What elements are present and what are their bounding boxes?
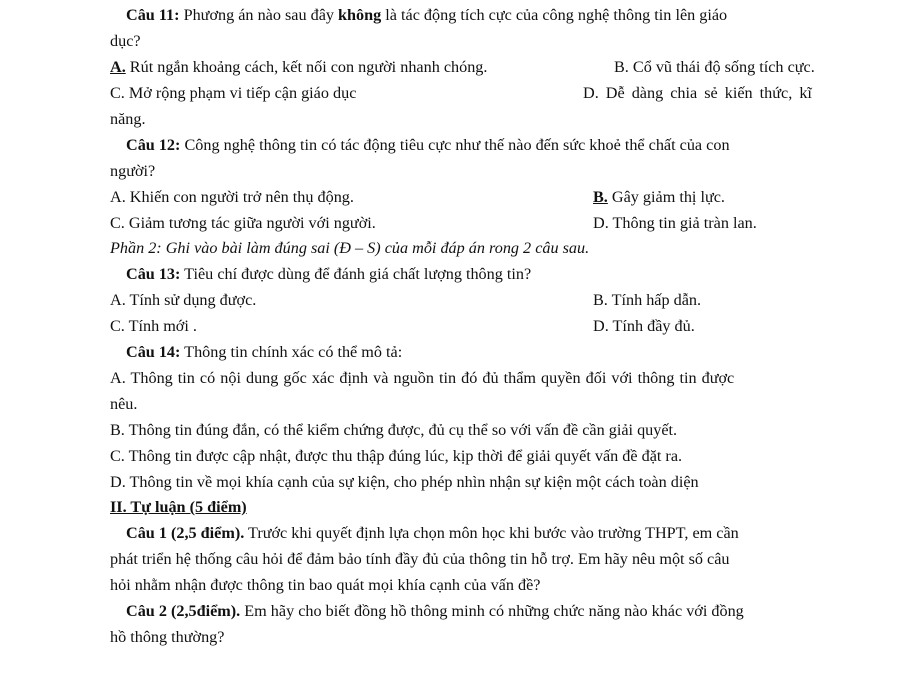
q12-option-b (593, 186, 725, 208)
q11-text-before: Phương án nào sau đây (179, 6, 339, 24)
q13-option-a: A. Tính sử dụng được. (110, 291, 257, 309)
essay2-line1 (126, 600, 744, 622)
q12-option-b-letter: B. (593, 188, 608, 206)
q14-text: Thông tin chính xác có thể mô tả: (180, 343, 403, 361)
q12-option-d: D. Thông tin giả tràn lan. (593, 214, 757, 232)
q13-text: Tiêu chí được dùng để đánh giá chất lượng thông tin? (180, 265, 532, 283)
q13-option-c: C. Tính mới . (110, 317, 197, 335)
q11-label: Câu 11: (126, 6, 180, 24)
q12-stem-line2: người? (110, 162, 156, 180)
q11-option-b: B. Cổ vũ thái độ sống tích cực. (614, 58, 815, 76)
q12-option-b-text: Gây giảm thị lực. (607, 188, 725, 206)
essay2-line2: hồ thông thường? (110, 628, 225, 646)
essay1-line3: hỏi nhằm nhận được thông tin bao quát mọi khía cạnh của vấn đề? (110, 576, 541, 594)
q11-option-a-text: Rút ngắn khoảng cách, kết nối con người nhanh chóng. (125, 58, 488, 76)
essay2-label: Câu 2 (2,5điểm). (126, 602, 241, 620)
q14-option-b: B. Thông tin đúng đắn, có thể kiểm chứng được, đủ cụ thể so với vấn đề cần giải quyết. (110, 421, 678, 439)
q13-option-d: D. Tính đầy đủ. (593, 317, 695, 335)
q12-text: Công nghệ thông tin có tác động tiêu cực như thế nào đến sức khoẻ thể chất của con (180, 136, 730, 154)
q12-stem (126, 134, 730, 156)
essay2-text: Em hãy cho biết đồng hồ thông minh có những chức năng nào khác với đồng (240, 602, 744, 620)
q12-option-c: C. Giảm tương tác giữa người với người. (110, 214, 376, 232)
q13-stem (126, 263, 531, 285)
q11-option-a (110, 56, 487, 78)
q14-option-a-line2: nêu. (110, 395, 138, 413)
q12-option-a: A. Khiến con người trở nên thụ động. (110, 188, 354, 206)
q11-option-d-line2: năng. (110, 110, 146, 128)
part2-instruction: Phần 2: Ghi vào bài làm đúng sai (Đ – S) của mỗi đáp án rong 2 câu sau. (110, 239, 590, 257)
essay1-line1 (126, 522, 739, 544)
q11-option-c: C. Mở rộng phạm vi tiếp cận giáo dục (110, 84, 357, 102)
essay1-text: Trước khi quyết định lựa chọn môn học khi bước vào trường THPT, em cần (244, 524, 739, 542)
q14-label: Câu 14: (126, 343, 181, 361)
q12-label: Câu 12: (126, 136, 181, 154)
q11-stem (126, 4, 727, 26)
q11-emphasis: không (338, 6, 382, 24)
essay1-line2: phát triển hệ thống câu hỏi để đảm bảo tính đầy đủ của thông tin hỗ trợ. Em hãy nêu một số câu (110, 550, 730, 568)
q13-label: Câu 13: (126, 265, 181, 283)
essay1-label: Câu 1 (2,5 điểm). (126, 524, 245, 542)
q14-option-d: D. Thông tin về mọi khía cạnh của sự kiện, cho phép nhìn nhận sự kiện một cách toàn diện (110, 473, 699, 491)
q11-option-a-letter: A. (110, 58, 126, 76)
q14-option-a: A. Thông tin có nội dung gốc xác định và nguồn tin đó đủ thẩm quyền đối với thông tin được (110, 369, 735, 387)
q11-text-after: là tác động tích cực của công nghệ thông tin lên giáo (381, 6, 728, 24)
q14-stem (126, 341, 402, 363)
section-essay-heading: II. Tự luận (5 điểm) (110, 498, 247, 516)
q13-option-b: B. Tính hấp dẫn. (593, 291, 702, 309)
q11-option-d: D. Dễ dàng chia sẻ kiến thức, kĩ (583, 84, 812, 102)
q14-option-c: C. Thông tin được cập nhật, được thu thập đúng lúc, kịp thời để giải quyết vấn đề đặt ra. (110, 447, 683, 465)
q11-stem-line2: dục? (110, 32, 141, 50)
